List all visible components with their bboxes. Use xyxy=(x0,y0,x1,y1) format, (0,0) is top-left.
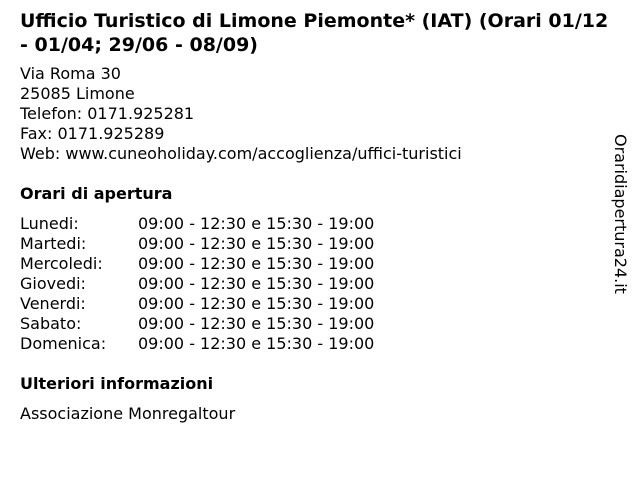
hours-day: Martedi: xyxy=(20,234,87,253)
address-block xyxy=(20,64,462,164)
address-web: Web: www.cuneoholiday.com/accoglienza/uffici-turistici xyxy=(20,144,462,163)
hours-day: Venerdi: xyxy=(20,294,86,313)
hours-time: 09:00 - 12:30 e 15:30 - 19:00 xyxy=(138,314,375,333)
hours-time: 09:00 - 12:30 e 15:30 - 19:00 xyxy=(138,274,375,293)
hours-row xyxy=(20,234,440,254)
hours-time: 09:00 - 12:30 e 15:30 - 19:00 xyxy=(138,254,375,273)
hours-day: Mercoledi: xyxy=(20,254,103,273)
hours-day: Sabato: xyxy=(20,314,82,333)
hours-row xyxy=(20,214,440,234)
hours-row xyxy=(20,254,440,274)
address-fax: Fax: 0171.925289 xyxy=(20,124,165,143)
hours-time: 09:00 - 12:30 e 15:30 - 19:00 xyxy=(138,234,375,253)
page-title: Ufficio Turistico di Limone Piemonte* (IAT) (Orari 01/12 - 01/04; 29/06 - 08/09) xyxy=(20,10,609,56)
more-info-text: Associazione Monregaltour xyxy=(20,404,236,423)
more-info-heading: Ulteriori informazioni xyxy=(20,374,214,393)
hours-day: Lunedi: xyxy=(20,214,79,233)
hours-row xyxy=(20,314,440,334)
hours-heading: Orari di apertura xyxy=(20,184,173,203)
hours-day: Domenica: xyxy=(20,334,107,353)
hours-row xyxy=(20,274,440,294)
address-street: Via Roma 30 xyxy=(20,64,121,83)
hours-day: Giovedi: xyxy=(20,274,86,293)
hours-table xyxy=(20,214,440,354)
hours-time: 09:00 - 12:30 e 15:30 - 19:00 xyxy=(138,334,375,353)
hours-row xyxy=(20,294,440,314)
hours-time: 09:00 - 12:30 e 15:30 - 19:00 xyxy=(138,294,375,313)
hours-time: 09:00 - 12:30 e 15:30 - 19:00 xyxy=(138,214,375,233)
watermark xyxy=(612,134,634,310)
hours-row xyxy=(20,334,440,354)
watermark-text: Oraridiapertura24.it xyxy=(611,134,630,294)
address-phone: Telefon: 0171.925281 xyxy=(20,104,195,123)
address-city: 25085 Limone xyxy=(20,84,135,103)
